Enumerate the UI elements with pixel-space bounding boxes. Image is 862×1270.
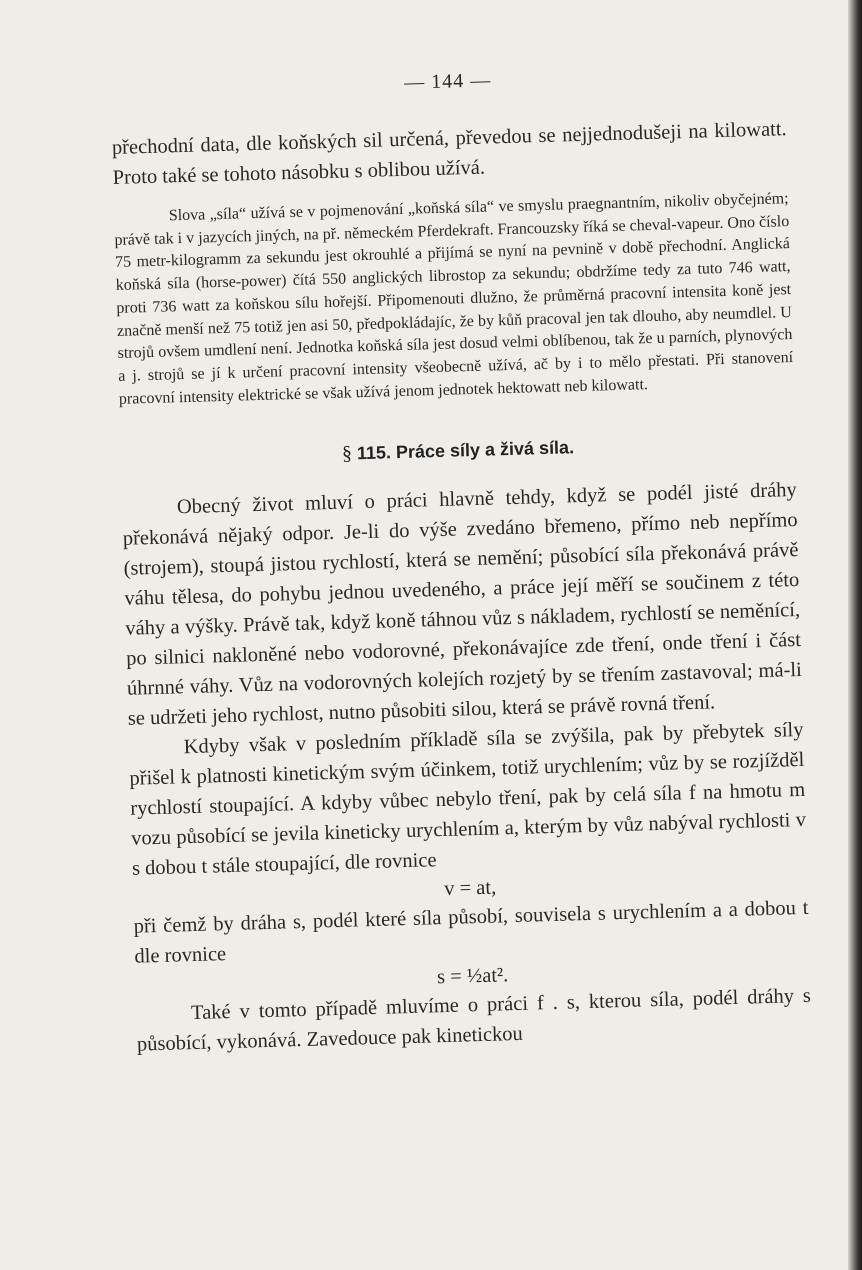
formula-velocity: v = at,: [443, 876, 497, 901]
section-heading: [120, 430, 795, 472]
paragraph-footnote: Slova „síla“ užívá se v pojmenování „koňská síla“ ve smyslu praegnantním, nikoliv obyčejném; právě tak i v jazycích jiných, na př. německém Pferdekraft. Francouzsky říká se cheval-vapeur. Ono číslo 75 metr-kilogramm za sekundu jest okrouhlé a přijímá se nyní na pevnině v době přechodní. Anglická koňská síla (horse-power) čítá 550 anglických librostop za sekundu; obdržíme tedy za tuto 746 watt, proti 736 watt za koňskou sílu hořejší. Připomenouti dlužno, že průměrná pracovní intensita koně jest značně menší než 75 totiž jen asi 50, předpokládajíc, že by kůň pracoval jen tak dlouho, aby neumdlel. U strojů ovšem umdlení není. Jednotka koňská síla jest dosud velmi oblíbenou, tak že u parních, plynových a j. strojů se jí k určení pracovní intensity všeobecně užívá, ač by i to mělo přestati. Při stanovení pracovní intensity elektrické se však užívá jenom jednotek hektowatt neb kilowatt.: [114, 190, 794, 408]
section-title: 115. Práce síly a živá síla.: [356, 437, 575, 464]
paragraph-path: při čemž by dráha s, podél které síla působí, souvisela s urychlením a a dobou t dle rovnice: [133, 897, 809, 968]
page-number: — 144 —: [403, 69, 492, 94]
page-content: [110, 61, 812, 1060]
paragraph-intro: přechodní data, dle koňských sil určená, převedou se nejjednodušeji na kilowatt. Proto také se tohoto násobku s oblibou užívá.: [111, 118, 787, 189]
paragraph-final: Také v tomto případě mluvíme o práci f . s, kterou síla, podél dráhy s působící, vykonává. Zavedouce pak kinetickou: [136, 985, 812, 1056]
page-edge-shadow: [848, 0, 862, 1270]
section-symbol: §: [341, 442, 353, 465]
formula-distance: s = ½at².: [436, 964, 509, 989]
paragraph-work: Obecný život mluví o práci hlavně tehdy, když se podél jisté dráhy překonává nějaký odpor. Je-li do výše zvedáno břemeno, přímo neb nepřímo (strojem), stoupá jistou rychlostí, která se nemění; působící síla překonává právě váhu tělesa, do pohybu jednou uvedeného, a práce její měří se součinem z této váhy a výšky. Právě tak, když koně táhnou vůz s nákladem, rychlostí se neměnící, po silnici nakloněné nebo vodorovné, překonávajíce zde tření, onde tření i část úhrnné váhy. Vůz na vodorovných kolejích rozjetý by se třením zastavoval; má-li se udržeti jeho rychlost, nutno působiti silou, která se právě rovná tření.: [122, 479, 803, 731]
paragraph-kinetic: Kdyby však v posledním příkladě síla se zvýšila, pak by přebytek síly přišel k platnosti kinetickým svým účinkem, totiž urychlením; vůz by se rozjížděl rychlostí stoupající. A kdyby vůbec nebylo tření, pak by celá síla f na hmotu m vozu působící se jevila kineticky urychlením a, kterým by vůz nabýval rychlosti v s dobou t stále stoupající, dle rovnice: [129, 719, 807, 881]
